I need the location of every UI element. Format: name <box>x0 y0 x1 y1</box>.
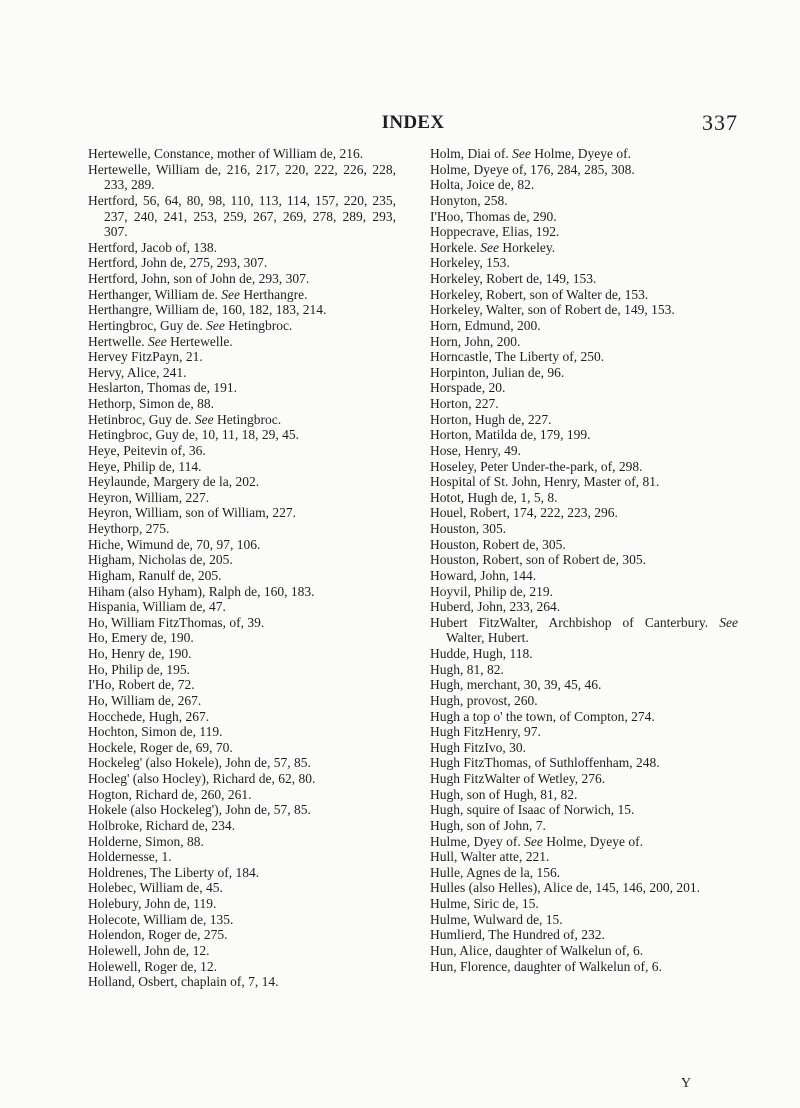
index-entry: Horkeley, Walter, son of Robert de, 149, 153. <box>430 302 675 318</box>
index-entry: Hulles (also Helles), Alice de, 145, 146, 200, 201. <box>430 880 700 896</box>
index-entry: Holdernesse, 1. <box>88 849 172 865</box>
index-entry: Horn, John, 200. <box>430 333 521 349</box>
index-entry: Hoyvil, Philip de, 219. <box>430 583 554 599</box>
index-entry: Hocchede, Hugh, 267. <box>88 708 210 724</box>
index-entry: Horton, Hugh de, 227. <box>430 411 552 427</box>
index-entry: Houel, Robert, 174, 222, 223, 296. <box>430 505 618 521</box>
index-entry: Hugh, 81, 82. <box>430 661 504 677</box>
index-entry: Ho, Henry de, 190. <box>88 646 192 661</box>
index-entry: Horkele. See Horkeley. <box>430 239 556 255</box>
index-entry: Ho, William FitzThomas, of, 39. <box>88 614 265 630</box>
page-number: 337 <box>702 110 738 135</box>
index-entry: Hetinbroc, Guy de. See Hetingbroc. <box>88 411 282 427</box>
index-entry: Hull, Walter atte, 221. <box>430 849 550 865</box>
index-entry: Ho, Emery de, 190. <box>88 630 194 646</box>
index-entry: Herthangre, William de, 160, 182, 183, 214. <box>88 302 327 318</box>
index-entry: Horton, 227. <box>430 396 499 411</box>
index-entry: Heyron, William, 227. <box>88 489 210 505</box>
index-entry: Hertford, John de, 275, 293, 307. <box>88 255 268 271</box>
index-entry: Heye, Philip de, 114. <box>88 458 202 474</box>
index-entry: I'Ho, Robert de, 72. <box>88 677 195 693</box>
index-entry: Hose, Henry, 49. <box>430 442 521 458</box>
index-entry: Horkeley, 153. <box>430 255 510 271</box>
index-entry: I'Hoo, Thomas de, 290. <box>430 208 557 224</box>
index-entry: Hervey FitzPayn, 21. <box>88 349 203 365</box>
index-entry: Hocleg' (also Hocley), Richard de, 62, 80. <box>88 771 316 786</box>
index-entry: Hochton, Simon de, 119. <box>88 724 223 740</box>
index-entry: Hugh, merchant, 30, 39, 45, 46. <box>430 677 602 693</box>
index-entry: Hertford, Jacob of, 138. <box>88 239 217 255</box>
index-entry: Holdrenes, The Liberty of, 184. <box>88 864 260 880</box>
index-entry: Hertford, 56, 64, 80, 98, 110, 113, 114, 157, 220, 235, 237, 240, 241, 253, 259, 267, 269, 278, 289, 293, 307. <box>88 192 396 240</box>
index-entry: Horncastle, The Liberty of, 250. <box>430 349 605 365</box>
index-entry: Hockeleg' (also Hokele), John de, 57, 85. <box>88 755 311 771</box>
index-entry: Houston, 305. <box>430 521 507 536</box>
index-entry: Horpinton, Julian de, 96. <box>430 364 565 380</box>
index-entry: Houston, Robert, son of Robert de, 305. <box>430 552 646 568</box>
index-entry: Holendon, Roger de, 275. <box>88 927 228 943</box>
index-entry: Hoppecrave, Elias, 192. <box>430 224 560 240</box>
index-entry: Heslarton, Thomas de, 191. <box>88 380 237 396</box>
index-entry: Hun, Florence, daughter of Walkelun of, 6. <box>430 958 662 974</box>
index-entry: Hospital of St. John, Henry, Master of, 81. <box>430 474 660 490</box>
index-entry: Hockele, Roger de, 69, 70. <box>88 739 233 755</box>
index-entry: Holebec, William de, 45. <box>88 880 223 896</box>
index-entry: Herthanger, William de. See Herthangre. <box>88 286 308 302</box>
index-entry: Hertewelle, Constance, mother of William de, 216. <box>88 146 364 161</box>
index-entry: Honyton, 258. <box>430 192 508 208</box>
index-entry: Hogton, Richard de, 260, 261. <box>88 786 252 802</box>
index-entry: Hetingbroc, Guy de, 10, 11, 18, 29, 45. <box>88 427 299 443</box>
index-entry: Hervy, Alice, 241. <box>88 364 187 380</box>
index-entry: Houston, Robert de, 305. <box>430 536 566 552</box>
index-entry: Hugh, provost, 260. <box>430 692 538 708</box>
index-entry: Hertingbroc, Guy de. See Hetingbroc. <box>88 317 293 333</box>
index-entry: Hugh, son of John, 7. <box>430 817 546 833</box>
index-entry: Holm, Diai of. See Holme, Dyeye of. <box>430 146 631 161</box>
page-title: INDEX <box>381 112 445 133</box>
index-entry: Howard, John, 144. <box>430 567 537 583</box>
index-entry: Hertford, John, son of John de, 293, 307. <box>88 271 310 286</box>
index-entry: Hugh, squire of Isaac of Norwich, 15. <box>430 802 635 818</box>
index-entry: Holta, Joice de, 82. <box>430 177 535 193</box>
index-entry: Hulme, Wulward de, 15. <box>430 911 563 927</box>
index-entry: Heylaunde, Margery de la, 202. <box>88 474 260 490</box>
index-entry: Hubert FitzWalter, Archbishop of Canterbury. See Walter, Hubert. <box>430 614 738 646</box>
index-entry: Hertewelle, William de, 216, 217, 220, 222, 226, 228, 233, 289. <box>88 161 396 193</box>
index-entry: Horspade, 20. <box>430 380 506 396</box>
index-entry: Horn, Edmund, 200. <box>430 317 541 333</box>
index-entry: Hoseley, Peter Under-the-park, of, 298. <box>430 458 643 474</box>
index-entry: Hotot, Hugh de, 1, 5, 8. <box>430 489 558 505</box>
index-entry: Hiche, Wimund de, 70, 97, 106. <box>88 536 261 552</box>
index-entry: Hulle, Agnes de la, 156. <box>430 864 561 880</box>
index-entry: Hertwelle. See Hertewelle. <box>88 333 233 349</box>
index-entry: Huberd, John, 233, 264. <box>430 599 561 615</box>
index-entry: Hispania, William de, 47. <box>88 599 226 615</box>
index-entry: Hugh a top o' the town, of Compton, 274. <box>430 708 655 724</box>
index-entry: Humlierd, The Hundred of, 232. <box>430 927 605 943</box>
index-entry: Holewell, John de, 12. <box>88 942 210 958</box>
index-entry: Hugh FitzThomas, of Suthloffenham, 248. <box>430 755 660 771</box>
index-entry: Hugh FitzIvo, 30. <box>430 739 526 755</box>
index-entry: Hethorp, Simon de, 88. <box>88 396 214 411</box>
signature-mark: Y <box>681 1076 692 1091</box>
index-entry: Hugh FitzWalter of Wetley, 276. <box>430 771 606 786</box>
index-entry: Heythorp, 275. <box>88 521 170 536</box>
index-entry: Hulme, Siric de, 15. <box>430 896 539 911</box>
index-entry: Hokele (also Hockeleg'), John de, 57, 85. <box>88 802 311 818</box>
index-entry: Hulme, Dyey of. See Holme, Dyeye of. <box>430 833 643 849</box>
index-entry: Hun, Alice, daughter of Walkelun of, 6. <box>430 942 644 958</box>
index-entry: Ho, Philip de, 195. <box>88 661 191 677</box>
page-header <box>88 110 738 136</box>
index-column-right <box>430 146 738 974</box>
index-entry: Holebury, John de, 119. <box>88 896 217 911</box>
index-entry: Holland, Osbert, chaplain of, 7, 14. <box>88 974 279 990</box>
index-entry: Higham, Ranulf de, 205. <box>88 567 222 583</box>
index-entry: Ho, William de, 267. <box>88 692 202 708</box>
index-entry: Hiham (also Hyham), Ralph de, 160, 183. <box>88 583 315 599</box>
index-entry: Holderne, Simon, 88. <box>88 833 204 849</box>
index-entry: Horton, Matilda de, 179, 199. <box>430 427 591 443</box>
index-entry: Holewell, Roger de, 12. <box>88 958 217 974</box>
index-entry: Higham, Nicholas de, 205. <box>88 552 233 568</box>
index-entry: Horkeley, Robert de, 149, 153. <box>430 271 597 286</box>
index-entry: Hugh FitzHenry, 97. <box>430 724 541 740</box>
index-entry: Heye, Peitevin of, 36. <box>88 442 206 458</box>
index-entry: Holecote, William de, 135. <box>88 911 234 927</box>
index-entry: Holbroke, Richard de, 234. <box>88 817 235 833</box>
index-entry: Heyron, William, son of William, 227. <box>88 505 297 521</box>
index-column-left <box>88 146 396 990</box>
index-entry: Holme, Dyeye of, 176, 284, 285, 308. <box>430 161 635 177</box>
index-entry: Hudde, Hugh, 118. <box>430 646 533 661</box>
index-entry: Hugh, son of Hugh, 81, 82. <box>430 786 578 802</box>
index-entry: Horkeley, Robert, son of Walter de, 153. <box>430 286 649 302</box>
